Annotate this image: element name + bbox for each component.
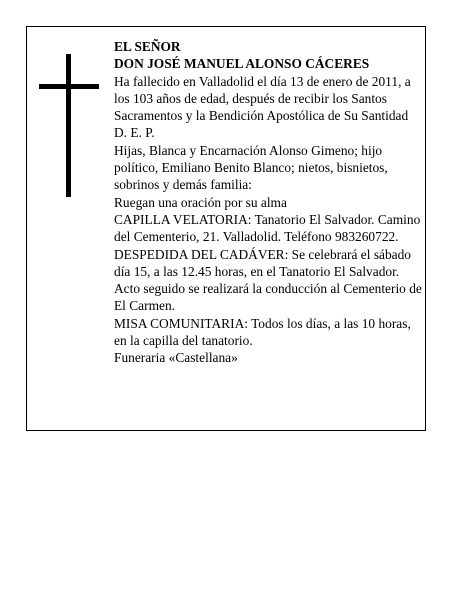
family-list: Hijas, Blanca y Encarnación Alonso Gimeno; hijo político, Emiliano Benito Blanco; nietos, bisnietos, sobrinos y demás familia: <box>114 142 388 193</box>
chapel-info: CAPILLA VELATORIA: Tanatorio El Salvador. Camino del Cementerio, 21. Valladolid. Teléfono 983260722. <box>114 211 421 245</box>
obituary-text <box>114 38 424 367</box>
cross-vertical-bar <box>66 54 71 197</box>
mass-info: MISA COMUNITARIA: Todos los días, a las 10 horas, en la capilla del tanatorio. <box>114 315 411 349</box>
cross-icon <box>39 54 99 197</box>
honorific-line: EL SEÑOR <box>114 39 181 54</box>
farewell-info: DESPEDIDA DEL CADÁVER: Se celebrará el sábado día 15, a las 12.45 horas, en el Tanatorio El Salvador. Acto seguido se realizará la conducción al Cementerio de El Carmen. <box>114 246 422 314</box>
funeral-home: Funeraria «Castellana» <box>114 350 238 366</box>
obituary-notice <box>26 26 426 431</box>
deceased-name: DON JOSÉ MANUEL ALONSO CÁCERES <box>114 56 370 72</box>
death-announcement: Ha fallecido en Valladolid el día 13 de enero de 2011, a los 103 años de edad, después de recibir los Santos Sacramentos y la Bendición Apostólica de Su Santidad D. E. P. <box>114 73 411 141</box>
cross-horizontal-bar <box>39 84 99 89</box>
prayer-request: Ruegan una oración por su alma <box>114 194 287 210</box>
